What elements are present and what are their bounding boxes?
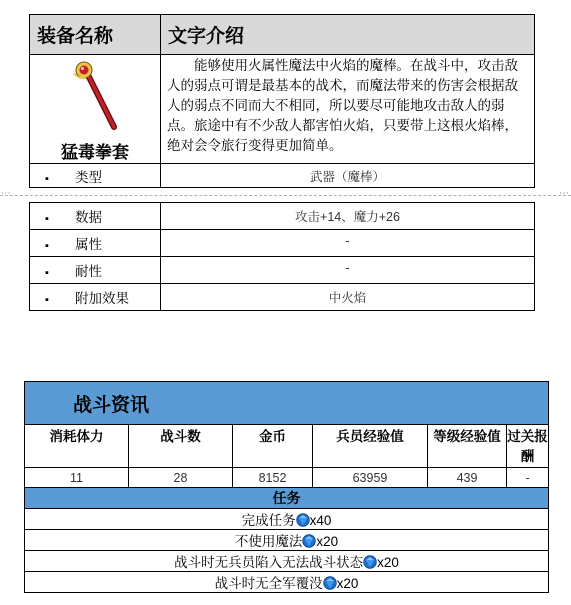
stats-label: 数据 <box>75 210 102 225</box>
task-cell <box>25 509 549 530</box>
battle-col-header: 消耗体力 <box>25 425 129 468</box>
battle-info-title: 战斗资讯 <box>25 382 549 425</box>
stats-label: 附加效果 <box>75 291 129 306</box>
page-break-left-mark: ⋯ <box>1 188 11 199</box>
stats-value: - <box>161 257 535 284</box>
task-text: 战斗时无兵员陷入无法战斗状态 <box>174 555 364 570</box>
blue-gem-icon <box>302 534 316 548</box>
stats-value: 攻击+14、魔力+26 <box>161 203 535 230</box>
bullet-icon: ▪ <box>45 267 49 279</box>
task-row <box>25 530 549 551</box>
battle-data-row <box>25 468 549 488</box>
header-equipment-name: 装备名称 <box>30 15 161 55</box>
battle-col-header: 战斗数 <box>129 425 233 468</box>
task-text: 完成任务 <box>241 513 296 528</box>
battle-col-header: 过关报酬 <box>507 425 549 468</box>
equipment-table <box>29 14 535 188</box>
item-description: 能够使用火属性魔法中火焰的魔棒。在战斗中，攻击敌人的弱点可谓是最基本的战术，而魔法带来的伤害会根据敌人的弱点不同而大不相同，所以要尽可能地攻击敌人的弱点。旅途中有不少敌人都害怕火焰，只要带上这根火焰棒，绝对会令旅行变得更加简单。 <box>161 55 535 164</box>
battle-col-header: 兵员经验值 <box>313 425 428 468</box>
battle-value: 28 <box>129 468 233 488</box>
stats-row <box>30 257 535 284</box>
battle-col-header: 等级经验值 <box>428 425 507 468</box>
page-break-line <box>0 195 571 196</box>
task-cell <box>25 530 549 551</box>
page-break-right-mark: ⋯ <box>559 188 569 199</box>
header-description: 文字介绍 <box>161 15 535 55</box>
battle-header-row <box>25 425 549 468</box>
stats-label: 属性 <box>75 237 102 252</box>
stats-label-cell <box>30 257 161 284</box>
battle-info-table <box>24 381 549 593</box>
task-header: 任务 <box>25 488 549 509</box>
task-text: 战斗时无全军覆没 <box>214 576 323 591</box>
item-image-cell <box>30 55 161 164</box>
stats-label-cell <box>30 230 161 257</box>
battle-value: 439 <box>428 468 507 488</box>
type-value: 武器（魔棒） <box>161 164 535 188</box>
blue-gem-icon <box>296 513 310 527</box>
bullet-icon: ▪ <box>45 294 49 306</box>
task-row <box>25 509 549 530</box>
stats-row <box>30 203 535 230</box>
stats-label-cell <box>30 203 161 230</box>
task-cell <box>25 551 549 572</box>
item-name: 猛毒拳套 <box>61 143 129 162</box>
task-row <box>25 572 549 593</box>
stats-value: - <box>161 230 535 257</box>
task-reward: x20 <box>377 555 399 570</box>
type-label: 类型 <box>75 169 102 185</box>
stats-value: 中火焰 <box>161 284 535 311</box>
stats-table <box>29 202 535 311</box>
battle-value: 63959 <box>313 468 428 488</box>
blue-gem-icon <box>323 576 337 590</box>
stats-row <box>30 230 535 257</box>
bullet-icon: ▪ <box>45 172 49 185</box>
task-reward: x20 <box>316 534 339 549</box>
task-text: 不使用魔法 <box>234 534 303 549</box>
battle-value: 11 <box>25 468 129 488</box>
battle-col-header: 金币 <box>233 425 313 468</box>
stats-row <box>30 284 535 311</box>
stats-label: 耐性 <box>75 264 102 279</box>
stats-label-cell <box>30 284 161 311</box>
fire-wand-icon <box>70 59 120 131</box>
blue-gem-icon <box>363 555 377 569</box>
task-reward: x20 <box>336 576 359 591</box>
type-label-cell <box>30 164 161 188</box>
task-reward: x40 <box>309 513 332 528</box>
battle-value: 8152 <box>233 468 313 488</box>
task-row <box>25 551 549 572</box>
bullet-icon: ▪ <box>45 240 49 252</box>
bullet-icon: ▪ <box>45 213 49 225</box>
task-cell <box>25 572 549 593</box>
battle-value: - <box>507 468 549 488</box>
